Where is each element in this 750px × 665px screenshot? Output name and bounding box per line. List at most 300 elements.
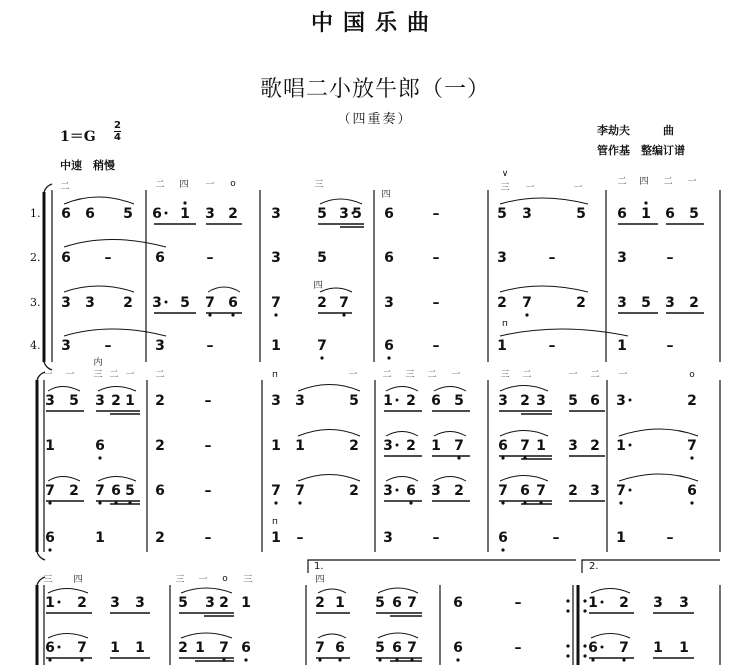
note bbox=[433, 295, 440, 311]
note-numeral: 2 bbox=[349, 438, 359, 454]
note bbox=[515, 595, 522, 611]
note bbox=[497, 250, 507, 266]
note-numeral: 6 bbox=[384, 250, 394, 266]
fingering-mark: п bbox=[502, 319, 508, 329]
note bbox=[125, 393, 135, 409]
note-numeral: 1 bbox=[588, 595, 598, 611]
note-numeral: 6 bbox=[665, 206, 675, 222]
augmentation-dot bbox=[396, 399, 399, 402]
note bbox=[689, 206, 699, 222]
note bbox=[616, 393, 631, 409]
note-numeral: 6 bbox=[95, 438, 105, 454]
note-numeral: 6 bbox=[61, 206, 71, 222]
fingering-mark: 二 bbox=[427, 370, 437, 380]
note-numeral: 6 bbox=[45, 640, 55, 656]
note-numeral: 3 bbox=[653, 595, 663, 611]
note-numeral: 1 bbox=[616, 530, 626, 546]
note bbox=[77, 595, 87, 611]
note-numeral: 3 bbox=[271, 206, 281, 222]
note bbox=[375, 595, 385, 611]
tempo-marking: 中速 稍慢 bbox=[60, 159, 115, 172]
note bbox=[568, 393, 578, 409]
note bbox=[61, 250, 71, 266]
low-octave-dot bbox=[208, 313, 211, 316]
note-numeral: 3 bbox=[271, 393, 281, 409]
note bbox=[433, 338, 440, 354]
augmentation-dot bbox=[601, 646, 604, 649]
note-numeral: 7 bbox=[616, 483, 626, 499]
note bbox=[152, 295, 167, 311]
note bbox=[207, 250, 214, 266]
note bbox=[205, 438, 212, 454]
augmentation-dot bbox=[629, 444, 632, 447]
note-numeral: 2 bbox=[520, 393, 530, 409]
note bbox=[271, 338, 281, 354]
augmentation-dot bbox=[165, 212, 168, 215]
note-numeral: 2 bbox=[317, 295, 327, 311]
fingering-mark: 四 bbox=[73, 575, 83, 585]
note bbox=[297, 530, 304, 546]
note bbox=[45, 393, 55, 409]
note bbox=[497, 295, 507, 311]
low-octave-dot bbox=[378, 658, 381, 661]
note-numeral: 5 bbox=[568, 393, 578, 409]
note bbox=[205, 530, 212, 546]
note bbox=[219, 595, 229, 611]
fingering-mark: 内 bbox=[93, 358, 103, 368]
note bbox=[522, 206, 532, 222]
note bbox=[123, 295, 133, 311]
fingering-mark: 一 bbox=[65, 370, 75, 380]
note bbox=[433, 250, 440, 266]
note bbox=[687, 438, 697, 460]
note-numeral: 2 bbox=[687, 393, 697, 409]
note bbox=[61, 206, 71, 222]
note bbox=[665, 295, 675, 311]
note-numeral: 1 bbox=[241, 595, 251, 611]
note-numeral: 2 bbox=[123, 295, 133, 311]
note-numeral: 2 bbox=[155, 438, 165, 454]
note-numeral: 6 bbox=[588, 640, 598, 656]
fingering-mark: п bbox=[272, 370, 278, 380]
note-numeral: 7 bbox=[454, 438, 464, 454]
note-numeral: 2 bbox=[497, 295, 507, 311]
note-numeral: – bbox=[552, 530, 560, 546]
note-numeral: 6 bbox=[384, 338, 394, 354]
note-numeral: 3 bbox=[61, 338, 71, 354]
low-octave-dot bbox=[318, 658, 321, 661]
note bbox=[687, 483, 697, 505]
note-numeral: 3 bbox=[617, 295, 627, 311]
note-numeral: 1 bbox=[271, 338, 281, 354]
note bbox=[576, 206, 586, 222]
note bbox=[383, 393, 398, 409]
fingering-mark: 二 bbox=[60, 182, 70, 192]
note-numeral: 5 bbox=[69, 393, 79, 409]
note bbox=[178, 595, 188, 611]
note bbox=[205, 206, 215, 222]
note-numeral: 2 bbox=[454, 483, 464, 499]
note-numeral: 6 bbox=[111, 483, 121, 499]
low-octave-dot bbox=[274, 313, 277, 316]
note bbox=[616, 483, 631, 505]
note bbox=[69, 483, 79, 499]
note-numeral: 7 bbox=[77, 640, 87, 656]
low-octave-dot bbox=[48, 501, 51, 504]
note bbox=[105, 338, 112, 354]
note bbox=[95, 530, 105, 546]
augmentation-dot bbox=[629, 489, 632, 492]
note-numeral: 7 bbox=[317, 338, 327, 354]
augmentation-dot bbox=[629, 399, 632, 402]
note-numeral: 3 bbox=[95, 393, 105, 409]
note-numeral: 1 bbox=[45, 595, 55, 611]
low-octave-dot bbox=[98, 501, 101, 504]
low-octave-dot bbox=[298, 501, 301, 504]
notes-layer bbox=[45, 201, 699, 661]
note-numeral: 7 bbox=[295, 483, 305, 499]
fingering-mark: 一 bbox=[451, 370, 461, 380]
note bbox=[228, 206, 238, 222]
note-numeral: 1 bbox=[295, 438, 305, 454]
note bbox=[95, 438, 105, 460]
fingering-mark: 二 bbox=[663, 177, 673, 187]
fingering-mark: 四 bbox=[639, 177, 649, 187]
note-numeral: 7 bbox=[95, 483, 105, 499]
note-numeral: 7 bbox=[687, 438, 697, 454]
note-numeral: 2 bbox=[155, 393, 165, 409]
fingering-mark: ∨ bbox=[501, 169, 509, 179]
fingering-mark: o bbox=[689, 370, 695, 380]
note-numeral: 3 bbox=[383, 438, 393, 454]
note-numeral: 5 bbox=[349, 393, 359, 409]
low-octave-dot bbox=[456, 658, 459, 661]
composer-credit: 李劫夫 曲 bbox=[597, 124, 674, 137]
note-numeral: 2 bbox=[568, 483, 578, 499]
fingering-mark: 三 bbox=[243, 575, 253, 585]
note-numeral: 3 bbox=[384, 295, 394, 311]
note bbox=[549, 338, 556, 354]
low-octave-dot bbox=[410, 658, 413, 661]
note-numeral: 7 bbox=[339, 295, 349, 311]
note-numeral: 6 bbox=[228, 295, 238, 311]
note bbox=[295, 393, 305, 409]
fingering-mark: 一 bbox=[348, 370, 358, 380]
note-numeral: 1 bbox=[45, 438, 55, 454]
fingering-mark: 一 bbox=[618, 370, 628, 380]
note-numeral: 6 bbox=[85, 206, 95, 222]
note-numeral: 1 bbox=[497, 338, 507, 354]
note-numeral: 3 bbox=[61, 295, 71, 311]
note-numeral: – bbox=[206, 338, 214, 354]
note-numeral: 1 bbox=[641, 206, 651, 222]
note bbox=[155, 250, 165, 266]
song-subtitle: （四重奏） bbox=[337, 112, 413, 127]
low-octave-dot bbox=[338, 658, 341, 661]
note bbox=[590, 483, 600, 499]
note-numeral: 6 bbox=[431, 393, 441, 409]
note bbox=[349, 393, 359, 409]
low-octave-dot bbox=[222, 658, 225, 661]
fingering-mark: 一 bbox=[687, 177, 697, 187]
note bbox=[454, 393, 464, 409]
fingering-mark: o bbox=[222, 574, 228, 584]
note-numeral: 5 bbox=[317, 206, 327, 222]
note-numeral: 1 bbox=[110, 640, 120, 656]
note-numeral: 5 bbox=[178, 595, 188, 611]
note-numeral: – bbox=[296, 530, 304, 546]
note bbox=[536, 438, 546, 454]
note-numeral: 1 bbox=[536, 438, 546, 454]
note-numeral: – bbox=[432, 338, 440, 354]
fingering-mark: 四 bbox=[381, 190, 391, 200]
note bbox=[454, 483, 464, 499]
note-numeral: – bbox=[104, 250, 112, 266]
note bbox=[85, 295, 95, 311]
note-numeral: 1 bbox=[180, 206, 190, 222]
low-octave-dot bbox=[525, 313, 528, 316]
volta-label-1: 1. bbox=[314, 561, 324, 572]
part-label-2: 2. bbox=[30, 251, 41, 264]
note bbox=[155, 338, 165, 354]
note bbox=[497, 338, 507, 354]
note bbox=[384, 250, 394, 266]
note-numeral: 1 bbox=[271, 438, 281, 454]
note bbox=[667, 250, 674, 266]
note bbox=[207, 338, 214, 354]
note bbox=[95, 393, 105, 409]
note bbox=[61, 338, 71, 354]
low-octave-dot bbox=[622, 658, 625, 661]
low-octave-dot bbox=[523, 456, 526, 459]
note-numeral: 5 bbox=[689, 206, 699, 222]
low-octave-dot bbox=[274, 501, 277, 504]
part-label-4: 4. bbox=[30, 339, 41, 352]
note-numeral: 7 bbox=[520, 438, 530, 454]
note bbox=[653, 595, 663, 611]
note bbox=[667, 338, 674, 354]
note-numeral: 6 bbox=[498, 530, 508, 546]
fingering-mark: 二 bbox=[109, 370, 119, 380]
note-numeral: 6 bbox=[384, 206, 394, 222]
note bbox=[665, 206, 675, 222]
note bbox=[180, 201, 190, 222]
low-octave-dot bbox=[114, 501, 117, 504]
note bbox=[407, 595, 417, 611]
note-numeral: 3 bbox=[616, 393, 626, 409]
note-numeral: – bbox=[666, 250, 674, 266]
note bbox=[515, 640, 522, 656]
note bbox=[679, 640, 689, 656]
fingering-mark: 三 bbox=[93, 370, 103, 380]
note-numeral: 3 bbox=[110, 595, 120, 611]
note bbox=[271, 483, 281, 505]
high-octave-dot bbox=[183, 201, 186, 204]
song-title: 歌唱二小放牛郎（一） bbox=[259, 77, 490, 102]
note-numeral: 6 bbox=[453, 640, 463, 656]
note bbox=[45, 595, 60, 611]
note-numeral: 1 bbox=[617, 338, 627, 354]
note-numeral: 1 bbox=[271, 530, 281, 546]
note-numeral: 3 bbox=[155, 338, 165, 354]
note-numeral: 3 bbox=[339, 206, 349, 222]
note bbox=[617, 206, 627, 222]
low-octave-dot bbox=[231, 313, 234, 316]
note bbox=[687, 393, 697, 409]
note-numeral: 3 bbox=[295, 393, 305, 409]
note bbox=[617, 338, 627, 354]
note-numeral: 3 bbox=[522, 206, 532, 222]
note bbox=[641, 201, 651, 222]
fingering-mark: 三 bbox=[500, 183, 510, 193]
note-numeral: 2 bbox=[349, 483, 359, 499]
note bbox=[568, 483, 578, 499]
note bbox=[431, 393, 441, 409]
fingering-mark: 一 bbox=[568, 370, 578, 380]
fingering-mark: 一 bbox=[125, 370, 135, 380]
fingering-mark: 一 bbox=[573, 183, 583, 193]
time-signature-top: 2 bbox=[114, 120, 121, 131]
note bbox=[317, 295, 327, 311]
fingering-mark: 二 bbox=[155, 180, 165, 190]
arranger-credit: 管作基 整编订谱 bbox=[597, 144, 685, 157]
time-signature-bottom: 4 bbox=[114, 132, 121, 143]
note-numeral: 2 bbox=[689, 295, 699, 311]
note-numeral: 7 bbox=[522, 295, 532, 311]
note bbox=[205, 393, 212, 409]
fingering-mark: 二 bbox=[382, 370, 392, 380]
note-numeral: 2 bbox=[315, 595, 325, 611]
note-numeral: 3 bbox=[383, 483, 393, 499]
note bbox=[241, 640, 251, 662]
note-numeral: 6 bbox=[687, 483, 697, 499]
note-numeral: 3 bbox=[45, 393, 55, 409]
note bbox=[85, 206, 95, 222]
fingering-mark: 一 bbox=[525, 183, 535, 193]
note-numeral: – bbox=[432, 206, 440, 222]
note-numeral: 1 bbox=[95, 530, 105, 546]
note-numeral: 5 bbox=[317, 250, 327, 266]
note bbox=[315, 595, 325, 611]
collection-title: 中国乐曲 bbox=[310, 11, 439, 36]
fingering-mark: 四 bbox=[315, 575, 325, 585]
note bbox=[317, 338, 327, 360]
fingering-mark: 四 bbox=[179, 180, 189, 190]
note-numeral: 1 bbox=[135, 640, 145, 656]
note bbox=[383, 438, 398, 454]
low-octave-dot bbox=[690, 456, 693, 459]
note-numeral: 7 bbox=[271, 483, 281, 499]
note-numeral: 6 bbox=[335, 640, 345, 656]
note bbox=[568, 438, 578, 454]
note bbox=[317, 206, 327, 222]
note bbox=[271, 295, 281, 317]
note-numeral: 7 bbox=[407, 640, 417, 656]
fingering-layer bbox=[43, 169, 696, 585]
note bbox=[576, 295, 586, 311]
low-octave-dot bbox=[690, 501, 693, 504]
note-numeral: 3 bbox=[617, 250, 627, 266]
note-numeral: 6 bbox=[617, 206, 627, 222]
note bbox=[616, 438, 631, 454]
note-numeral: 2 bbox=[77, 595, 87, 611]
low-octave-dot bbox=[523, 501, 526, 504]
note bbox=[549, 250, 556, 266]
note-numeral: 2 bbox=[111, 393, 121, 409]
note-numeral: 5 bbox=[497, 206, 507, 222]
note bbox=[271, 250, 281, 266]
note-numeral: 6 bbox=[152, 206, 162, 222]
note bbox=[195, 640, 205, 656]
low-octave-dot bbox=[591, 658, 594, 661]
fingering-mark: 三 bbox=[500, 370, 510, 380]
note-numeral: 1 bbox=[335, 595, 345, 611]
note-numeral: 7 bbox=[407, 595, 417, 611]
note-numeral: 7 bbox=[219, 640, 229, 656]
note-numeral: – bbox=[432, 250, 440, 266]
note bbox=[617, 250, 627, 266]
note bbox=[384, 206, 394, 222]
note-numeral: – bbox=[432, 295, 440, 311]
note bbox=[111, 393, 121, 409]
note-numeral: 2 bbox=[406, 393, 416, 409]
low-octave-dot bbox=[320, 356, 323, 359]
note-numeral: 2 bbox=[576, 295, 586, 311]
note bbox=[205, 595, 215, 611]
note bbox=[619, 595, 629, 611]
note bbox=[155, 393, 165, 409]
note bbox=[616, 530, 626, 546]
note bbox=[155, 483, 165, 499]
augmentation-dot bbox=[58, 601, 61, 604]
note bbox=[155, 438, 165, 454]
note bbox=[349, 483, 359, 499]
note-numeral: 5 bbox=[454, 393, 464, 409]
note bbox=[522, 295, 532, 317]
note bbox=[295, 483, 305, 505]
low-octave-dot bbox=[244, 658, 247, 661]
note bbox=[498, 393, 508, 409]
volta-brackets bbox=[308, 560, 720, 573]
note bbox=[433, 530, 440, 546]
note-numeral: 3 bbox=[205, 206, 215, 222]
note-numeral: 2 bbox=[219, 595, 229, 611]
note-numeral: 2 bbox=[406, 438, 416, 454]
note bbox=[384, 295, 394, 311]
key-signature: 1＝G bbox=[60, 129, 96, 145]
low-octave-dot bbox=[457, 456, 460, 459]
note bbox=[431, 438, 441, 454]
low-octave-dot bbox=[501, 456, 504, 459]
note-numeral: 3 bbox=[536, 393, 546, 409]
note-numeral: 2 bbox=[619, 595, 629, 611]
low-octave-dot bbox=[80, 658, 83, 661]
note-numeral: 6 bbox=[45, 530, 55, 546]
note-numeral: 6 bbox=[241, 640, 251, 656]
note-numeral: 1 bbox=[431, 438, 441, 454]
fingering-mark: 二 bbox=[522, 370, 532, 380]
note-numeral: 3 bbox=[590, 483, 600, 499]
augmentation-dot bbox=[396, 489, 399, 492]
note bbox=[135, 595, 145, 611]
note-numeral: 7 bbox=[619, 640, 629, 656]
note-numeral: – bbox=[204, 393, 212, 409]
low-octave-dot bbox=[342, 313, 345, 316]
note bbox=[45, 438, 55, 454]
fingering-mark: 三 bbox=[314, 180, 324, 190]
augmentation-dot bbox=[165, 301, 168, 304]
note-numeral: 1 bbox=[383, 393, 393, 409]
